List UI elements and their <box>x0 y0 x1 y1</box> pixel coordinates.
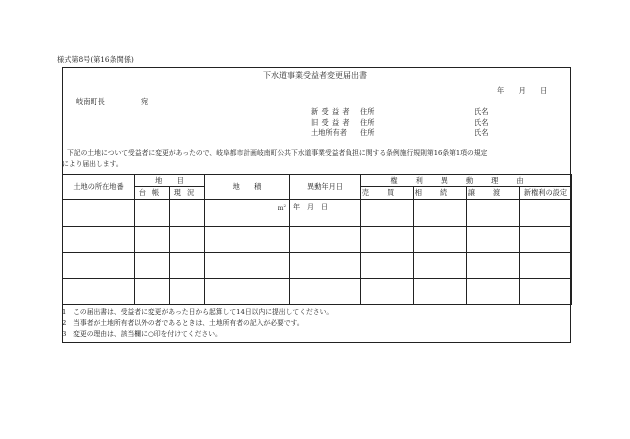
note-3: 3 変更の理由は、該当欄に○印を付けてください。 <box>62 330 222 338</box>
body-text-line2: により届出します。 <box>62 160 123 168</box>
header-reason-new-right: 新権利の設定 <box>520 187 572 200</box>
register-cell[interactable] <box>135 279 170 305</box>
register-cell[interactable] <box>135 253 170 279</box>
date-cell[interactable] <box>290 227 361 253</box>
header-reason: 権利異動理由 <box>361 175 572 187</box>
date-cell[interactable] <box>290 200 361 227</box>
date-cell[interactable] <box>290 279 361 305</box>
note-2: 2 当事者が土地所有者以外の者であるときは、土地所有者の記入が必要です。 <box>62 319 304 327</box>
change-table <box>62 174 572 305</box>
table-row <box>63 227 572 253</box>
note-1: 1 この届出書は、受益者に変更があった日から起算して14日以内に提出してください。 <box>62 308 334 316</box>
old-beneficiary-address-label: 住所 <box>360 118 375 127</box>
new-beneficiary-label: 新 受 益 者 <box>311 107 351 116</box>
current-cell[interactable] <box>170 253 205 279</box>
location-cell[interactable] <box>63 227 135 253</box>
header-land-category: 地 目 <box>135 175 205 187</box>
inheritance-cell[interactable] <box>414 227 467 253</box>
new-right-cell[interactable] <box>520 279 572 305</box>
landowner-label: 土地所有者 <box>311 128 347 137</box>
table-row <box>63 279 572 305</box>
transfer-cell[interactable] <box>467 200 520 227</box>
current-cell[interactable] <box>170 200 205 227</box>
location-cell[interactable] <box>63 253 135 279</box>
location-cell[interactable] <box>63 279 135 305</box>
header-reason-sale: 売買 <box>361 187 414 200</box>
landowner-name-label: 氏名 <box>474 128 489 137</box>
inheritance-cell[interactable] <box>414 200 467 227</box>
honorific: 宛 <box>141 97 149 106</box>
transfer-cell[interactable] <box>467 253 520 279</box>
sale-cell[interactable] <box>361 200 414 227</box>
table-row <box>63 200 572 227</box>
new-beneficiary-address-label: 住所 <box>360 107 375 116</box>
area-cell[interactable] <box>205 200 290 227</box>
register-cell[interactable] <box>135 227 170 253</box>
transfer-cell[interactable] <box>467 279 520 305</box>
area-cell[interactable] <box>205 227 290 253</box>
location-cell[interactable] <box>63 200 135 227</box>
body-text-line1: 下記の土地について受益者に変更があったので、岐阜都市計画岐南町公共下水道事業受益者負担に関する条例施行規則第16条第1項の規定 <box>67 149 488 157</box>
date-cell[interactable] <box>290 253 361 279</box>
header-location: 土地の所在地番 <box>63 175 135 200</box>
table-row <box>63 253 572 279</box>
area-cell[interactable] <box>205 279 290 305</box>
area-unit: $m^2$ <box>277 203 286 212</box>
new-right-cell[interactable] <box>520 200 572 227</box>
sale-cell[interactable] <box>361 253 414 279</box>
inheritance-cell[interactable] <box>414 253 467 279</box>
form-title: 下水道事業受益者変更届出書 <box>263 71 367 80</box>
area-cell[interactable] <box>205 253 290 279</box>
sale-cell[interactable] <box>361 227 414 253</box>
new-right-cell[interactable] <box>520 227 572 253</box>
new-beneficiary-name-label: 氏名 <box>474 107 489 116</box>
transfer-cell[interactable] <box>467 227 520 253</box>
register-cell[interactable] <box>135 200 170 227</box>
header-reason-transfer: 譲渡 <box>467 187 520 200</box>
old-beneficiary-label: 旧 受 益 者 <box>311 118 351 127</box>
header-date-change: 異動年月日 <box>290 175 361 200</box>
old-beneficiary-name-label: 氏名 <box>474 118 489 127</box>
header-current: 現況 <box>170 187 205 200</box>
current-cell[interactable] <box>170 279 205 305</box>
header-reason-inheritance: 相続 <box>414 187 467 200</box>
sale-cell[interactable] <box>361 279 414 305</box>
current-cell[interactable] <box>170 227 205 253</box>
landowner-address-label: 住所 <box>360 128 375 137</box>
header-area: 地 積 <box>205 175 290 200</box>
inheritance-cell[interactable] <box>414 279 467 305</box>
new-right-cell[interactable] <box>520 253 572 279</box>
form-number: 様式第8号(第16条関係) <box>57 55 134 64</box>
header-register: 台帳 <box>135 187 170 200</box>
addressee: 岐南町長 <box>76 97 105 106</box>
date-line: 年 月 日 <box>497 86 548 95</box>
date-placeholder: 年 月 日 <box>293 203 328 211</box>
